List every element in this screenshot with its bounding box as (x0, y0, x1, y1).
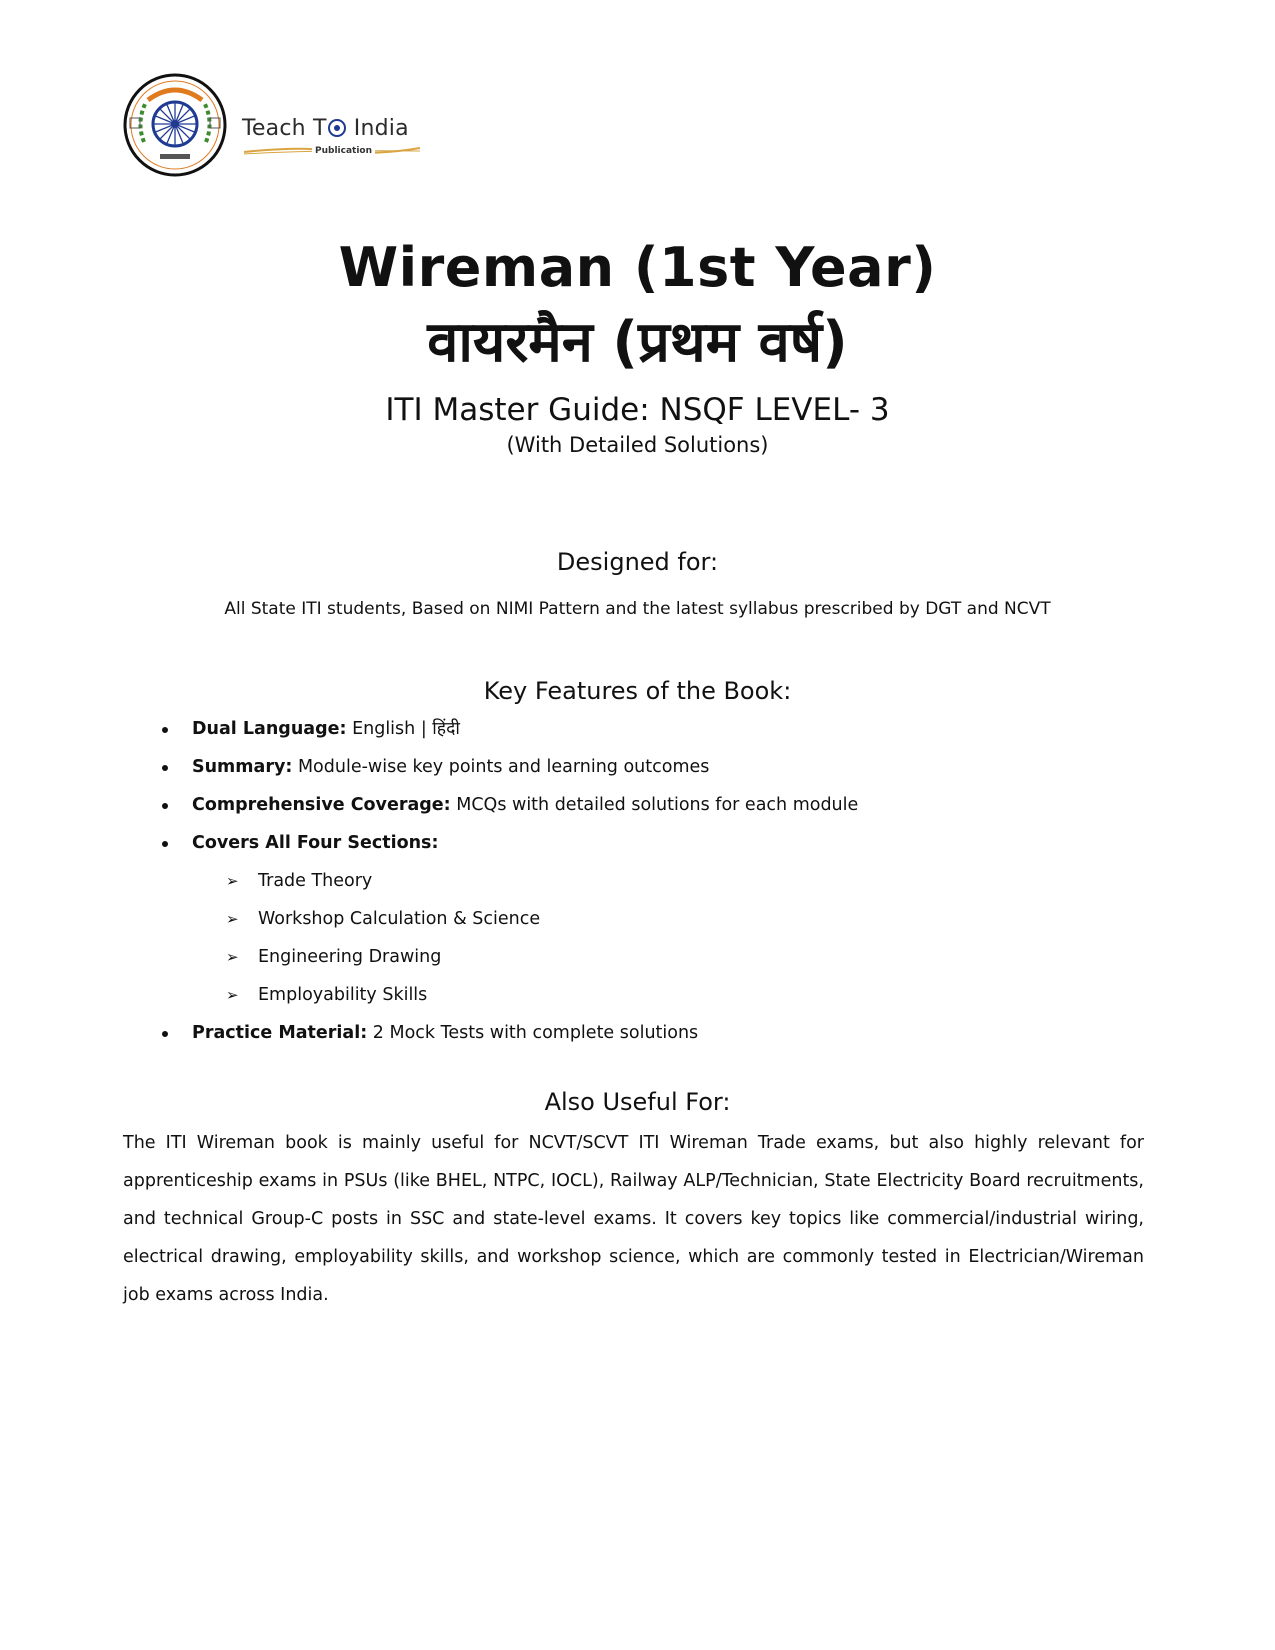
feature-label: Covers All Four Sections: (192, 833, 439, 853)
list-item (160, 832, 1060, 870)
section-item (160, 946, 1060, 984)
bullet-icon (162, 1031, 168, 1037)
section-label: Workshop Calculation & Science (258, 909, 541, 929)
publisher-logo (122, 72, 422, 182)
arrow-bullet-icon: ➢ (226, 948, 239, 966)
list-item (160, 718, 1060, 756)
arrow-bullet-icon: ➢ (226, 910, 239, 928)
seal-emblem-icon (122, 72, 228, 178)
designed-for-heading: Designed for: (556, 548, 719, 576)
feature-label: Comprehensive Coverage: (192, 795, 451, 815)
section-label: Engineering Drawing (258, 947, 442, 967)
feature-label: Summary: (192, 757, 293, 777)
publication-label: Publication (312, 146, 375, 156)
feature-text: 2 Mock Tests with complete solutions (367, 1023, 699, 1043)
features-list (160, 718, 1060, 1060)
subtitle-note: (With Detailed Solutions) (506, 433, 769, 457)
list-item (160, 794, 1060, 832)
feature-label: Dual Language: (192, 719, 347, 739)
title-hindi: वायरमैन (प्रथम वर्ष) (427, 310, 848, 375)
arrow-bullet-icon: ➢ (226, 872, 239, 890)
also-useful-heading: Also Useful For: (544, 1088, 731, 1116)
section-label: Employability Skills (258, 985, 428, 1005)
section-item (160, 984, 1060, 1022)
list-item (160, 756, 1060, 794)
also-useful-paragraph: The ITI Wireman book is mainly useful for NCVT/SCVT ITI Wireman Trade exams, but also highly relevant for apprenticeship exams in PSUs (like BHEL, NTPC, IOCL), Railway ALP/Technician, State Electricity Board recruitments, and technical Group-C posts in SSC and state-level exams. It covers key topics like commercial/industrial wiring, electrical drawing, employability skills, and workshop science, which are commonly tested in Electrician/Wireman job exams across India. (123, 1133, 1144, 1305)
title-english: Wireman (1st Year) (338, 236, 937, 299)
feature-text: Module-wise key points and learning outcomes (292, 757, 710, 777)
feature-label: Practice Material: (192, 1023, 368, 1043)
key-features-heading: Key Features of the Book: (483, 677, 792, 705)
arrow-bullet-icon: ➢ (226, 986, 239, 1004)
list-item (160, 1022, 1060, 1060)
feature-text: MCQs with detailed solutions for each module (450, 795, 859, 815)
bullet-icon (162, 727, 168, 733)
designed-for-text: All State ITI students, Based on NIMI Pattern and the latest syllabus prescribed by DGT and NCVT (224, 599, 1051, 619)
section-item (160, 870, 1060, 908)
feature-text: English | हिंदी (346, 719, 460, 739)
bullet-icon (162, 765, 168, 771)
bullet-icon (162, 803, 168, 809)
subtitle: ITI Master Guide: NSQF LEVEL- 3 (385, 392, 890, 428)
bullet-icon (162, 841, 168, 847)
section-item (160, 908, 1060, 946)
brand-name: Teach T India (242, 116, 409, 141)
chakra-o-icon (328, 119, 346, 137)
section-label: Trade Theory (258, 871, 373, 891)
